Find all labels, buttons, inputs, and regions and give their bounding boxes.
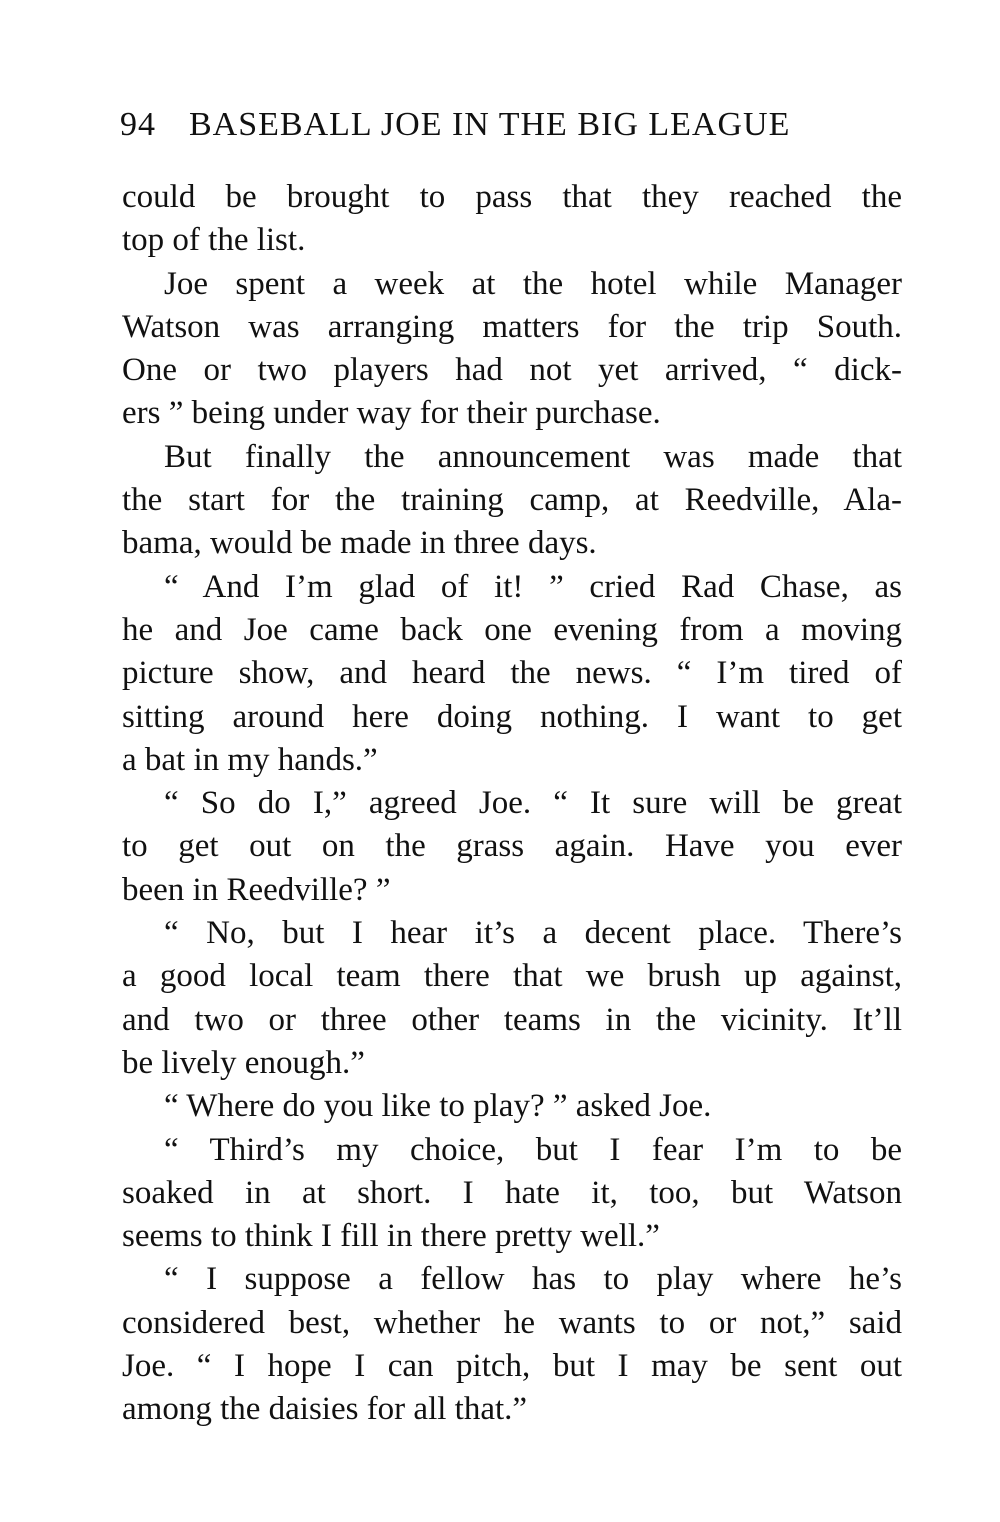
text-line: be lively enough.” [122, 1044, 365, 1081]
paragraph-first-line: “ No, but I hear it’s a decent place. There’s [164, 915, 902, 952]
text-line: bama, would be made in three days. [122, 525, 597, 562]
paragraph-first-line: “ Third’s my choice, but I fear I’m to be [164, 1131, 902, 1168]
text-line: could be brought to pass that they reached the [122, 179, 902, 215]
text-line: seems to think I fill in there pretty well.” [122, 1218, 660, 1255]
text-line: Watson was arranging matters for the trip South. [122, 308, 902, 345]
text-line: ers ” being under way for their purchase. [122, 395, 661, 432]
text-line: the start for the training camp, at Reedville, Ala- [122, 482, 902, 519]
text-line: soaked in at short. I hate it, too, but Watson [122, 1174, 902, 1211]
text-line: One or two players had not yet arrived, “ dick- [122, 352, 902, 389]
text-line: top of the list. [122, 222, 306, 259]
text-line: been in Reedville? ” [122, 871, 391, 908]
text-line: to get out on the grass again. Have you ever [122, 828, 902, 865]
page-header [120, 106, 900, 156]
running-title: BASEBALL JOE IN THE BIG LEAGUE [189, 106, 791, 143]
text-line: considered best, whether he wants to or not,” said [122, 1304, 902, 1341]
text-line: picture show, and heard the news. “ I’m tired of [122, 655, 902, 692]
text-line: and two or three other teams in the vicinity. It’ll [122, 1001, 902, 1038]
text-line: Joe. “ I hope I can pitch, but I may be sent out [122, 1348, 902, 1385]
paragraph-first-line: “ I suppose a fellow has to play where he’s [164, 1261, 902, 1298]
text-line: among the daisies for all that.” [122, 1391, 528, 1428]
text-line: a good local team there that we brush up against, [122, 958, 902, 995]
paragraph-first-line: “ And I’m glad of it! ” cried Rad Chase, as [164, 568, 902, 605]
page-number: 94 [120, 106, 156, 143]
text-line: a bat in my hands.” [122, 741, 378, 778]
text-line: sitting around here doing nothing. I want to get [122, 698, 902, 735]
body-text [122, 176, 902, 1432]
text-line: he and Joe came back one evening from a moving [122, 611, 902, 648]
paragraph-first-line: “ Where do you like to play? ” asked Joe. [164, 1088, 712, 1125]
paragraph-first-line: “ So do I,” agreed Joe. “ It sure will be great [164, 785, 902, 822]
paragraph-first-line: Joe spent a week at the hotel while Manager [164, 265, 902, 302]
paragraph-first-line: But finally the announcement was made that [164, 438, 902, 475]
